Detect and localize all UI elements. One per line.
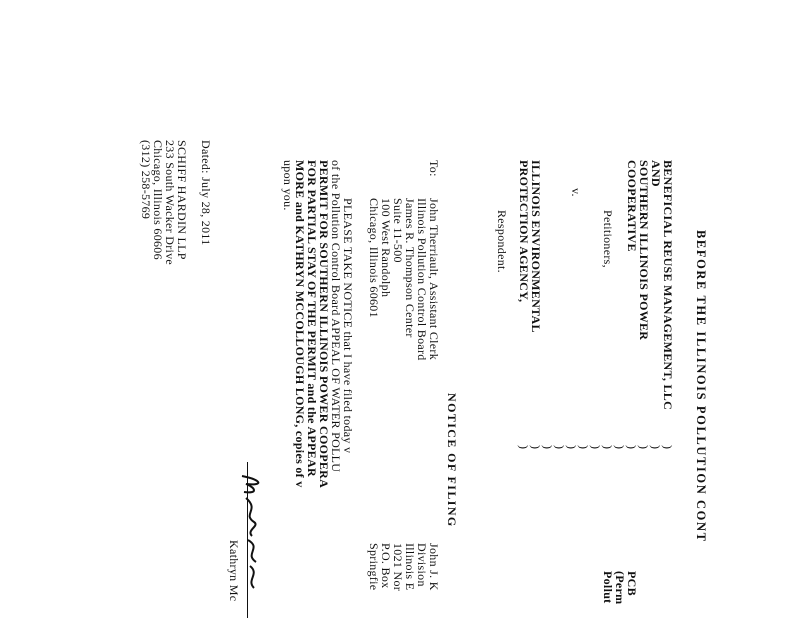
bracket: ) bbox=[565, 445, 579, 450]
bracket: ) bbox=[529, 445, 543, 450]
case-line: (Perm bbox=[613, 571, 627, 605]
petitioner-line: AND bbox=[649, 160, 663, 187]
respondent-line: ILLINOIS ENVIRONMENTAL bbox=[529, 160, 543, 333]
respondent-line: PROTECTION AGENCY, bbox=[517, 160, 531, 303]
recipient-line: James R. Thompson Center bbox=[403, 198, 417, 338]
recipient-line: Chicago, Illinois 60601 bbox=[367, 198, 381, 318]
recipient-line: Illinois Pollution Control Board bbox=[415, 198, 429, 361]
bracket: ) bbox=[553, 445, 567, 450]
bracket: ) bbox=[613, 445, 627, 450]
recipient-line: P.O. Box bbox=[379, 543, 393, 589]
recipient-line: Suite 11-500 bbox=[391, 198, 405, 263]
dated-line: Dated: July 28, 2011 bbox=[199, 140, 213, 246]
case-line: PCB bbox=[625, 571, 639, 596]
signature-name: Kathryn Mc bbox=[227, 540, 241, 602]
firm-line: 233 South Wacker Drive bbox=[163, 140, 177, 266]
body-line: upon you. bbox=[281, 160, 295, 211]
bracket: ) bbox=[589, 445, 603, 450]
bracket: ) bbox=[541, 445, 555, 450]
recipient-line: Illinois E bbox=[403, 543, 417, 591]
petitioners-label: Petitioners, bbox=[601, 210, 615, 268]
recipient-line: Division bbox=[415, 543, 429, 587]
bracket: ) bbox=[637, 445, 651, 450]
firm-line: Chicago, Illinois 60606 bbox=[151, 140, 165, 260]
respondent-label: Respondent. bbox=[495, 210, 509, 273]
versus-label: v. bbox=[569, 188, 583, 197]
recipient-line: 1021 Nor bbox=[391, 543, 405, 592]
body-line: PERMIT FOR SOUTHERN ILLINOIS POWER COOPERA bbox=[317, 160, 331, 489]
firm-line: (312) 258-5769 bbox=[139, 140, 153, 220]
notice-title: NOTICE OF FILING bbox=[445, 393, 459, 528]
petitioner-line: BENEFICIAL REUSE MANAGEMENT, LLC bbox=[661, 160, 675, 411]
body-line: FOR PARTIAL STAY OF THE PERMIT and the APPEAR bbox=[305, 160, 319, 477]
document-heading: BEFORE THE ILLINOIS POLLUTION CONT bbox=[694, 230, 708, 543]
recipient-line: John J. K bbox=[427, 543, 441, 591]
body-line: of the Pollution Control Board APPEAL OF WATER POLLU bbox=[329, 160, 343, 473]
bracket: ) bbox=[661, 445, 675, 450]
bracket: ) bbox=[517, 445, 531, 450]
bracket: ) bbox=[601, 445, 615, 450]
body-line: PLEASE TAKE NOTICE that I have filed today v bbox=[341, 198, 355, 454]
bracket: ) bbox=[625, 445, 639, 450]
to-label: To: bbox=[427, 160, 441, 177]
recipient-line: 100 West Randolph bbox=[379, 198, 393, 298]
case-line: Pollut bbox=[601, 571, 615, 604]
bracket: ) bbox=[577, 445, 591, 450]
recipient-line: Springfie bbox=[367, 543, 381, 591]
body-line: MORE and KATHRYN MCCOLLOUGH LONG, copies of v bbox=[293, 160, 307, 488]
petitioner-line: SOUTHERN ILLINOIS POWER bbox=[637, 160, 651, 341]
signature-line bbox=[247, 462, 248, 618]
bracket: ) bbox=[649, 445, 663, 450]
recipient-line: John Therriault, Assistant Clerk bbox=[427, 198, 441, 361]
petitioner-line: COOPERATIVE bbox=[625, 160, 639, 252]
firm-line: SCHIFF HARDIN LLP bbox=[175, 140, 189, 260]
